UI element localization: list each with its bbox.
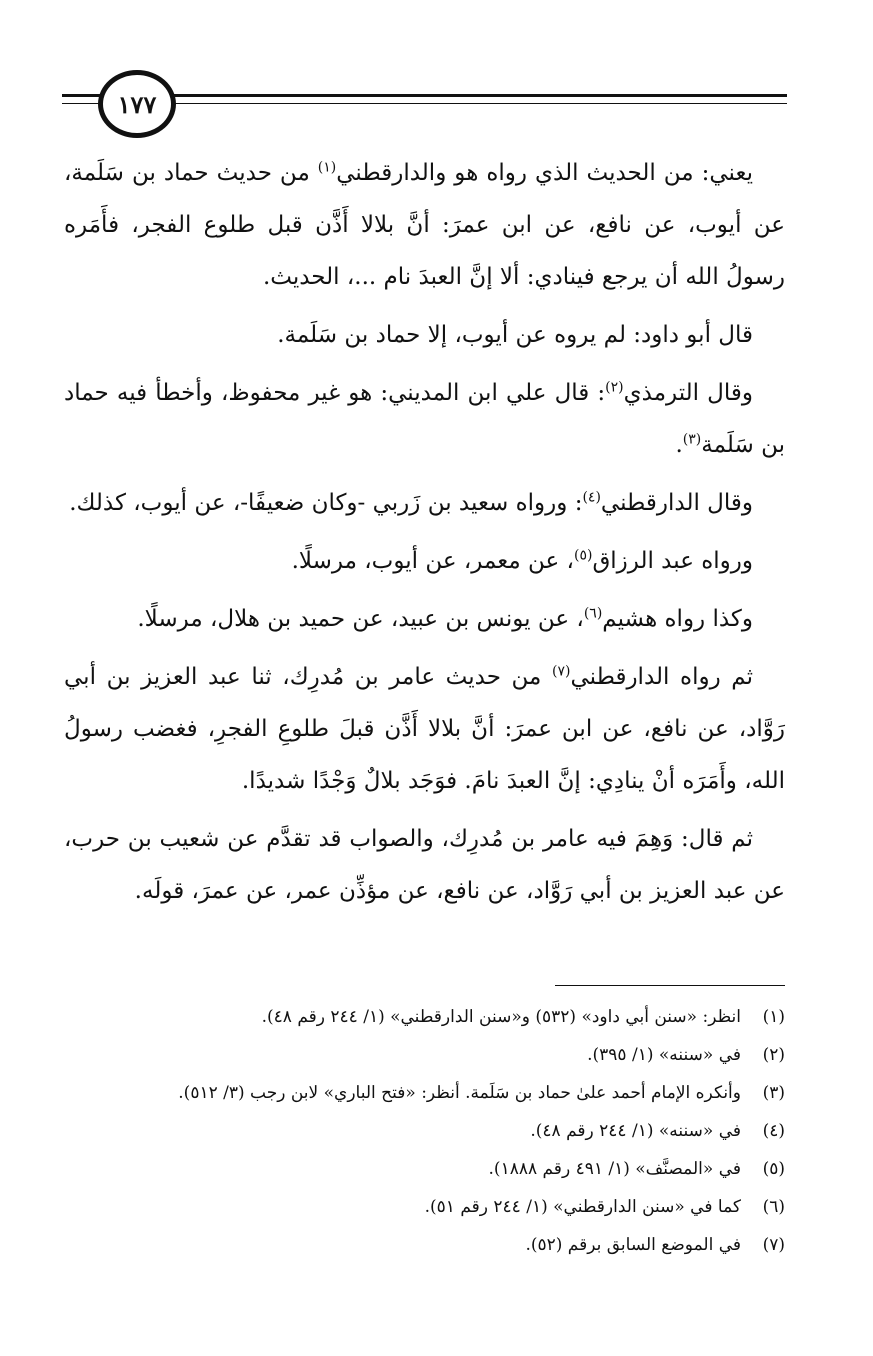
text: . (675, 432, 683, 458)
footnote-ref[interactable]: (٢) (605, 379, 624, 396)
main-text (64, 147, 785, 923)
text: ورواه عبد الرزاق (592, 548, 753, 574)
text: ثم قال: وَهِمَ فيه عامر بن مُدرِك، والصواب قد تقدَّم عن شعيب بن حرب، عن عبد العزيز بن أبي رَوَّاد، عن نافع، عن مؤذِّن عمر، عن عمرَ، قولَه. (64, 826, 785, 904)
paragraph (64, 147, 785, 303)
text: : قال علي ابن المديني: هو غير محفوظ، وأخطأ فيه حماد بن سَلَمة (64, 380, 785, 458)
text: من حديث عامر بن مُدرِك، ثنا عبد العزيز بن أبي رَوَّاد، عن نافع، عن ابن عمرَ: أنَّ بلالا أَذَّن قبلَ طلوعِ الفجرِ، فغضب رسولُ الله، وأَمَرَه أنْ ينادِي: إنَّ العبدَ نامَ. فوَجَد بلالٌ وَجْدًا شديدًا. (64, 664, 785, 794)
text: وقال الدارقطني (600, 490, 753, 516)
footnote-ref[interactable]: (٧) (552, 663, 571, 680)
paragraph (64, 813, 785, 917)
text: وقال الترمذي (623, 380, 754, 406)
footnote-ref[interactable]: (١) (317, 159, 337, 176)
footnote-item (64, 1112, 785, 1150)
footnote-text: في «سننه» (١/ ٢٤٤ رقم ٤٨). (530, 1121, 741, 1141)
footnote-item (64, 998, 785, 1036)
footnote-number: (٧) (762, 1235, 785, 1255)
footnote-number: (٣) (762, 1083, 785, 1103)
paragraph (64, 535, 785, 587)
footnote-text: انظر: «سنن أبي داود» (٥٣٢) و«سنن الدارقطني» (١/ ٢٤٤ رقم ٤٨). (261, 1007, 741, 1027)
footnote-text: في «سننه» (١/ ٣٩٥). (587, 1045, 741, 1065)
text: وكذا رواه هشيم (602, 606, 753, 632)
footnotes (64, 998, 785, 1264)
footnote-item (64, 1188, 785, 1226)
footnote-text: في «المصنَّف» (١/ ٤٩١ رقم ١٨٨٨). (488, 1159, 741, 1179)
footnote-separator (555, 985, 785, 986)
footnote-item (64, 1074, 785, 1112)
page-number (98, 70, 176, 138)
footnote-item (64, 1150, 785, 1188)
footnote-text: وأنكره الإمام أحمد علىٰ حماد بن سَلَمة. أنظر: «فتح الباري» لابن رجب (٣/ ٥١٢). (178, 1083, 741, 1103)
page-number-text: ١٧٧ (117, 89, 157, 119)
footnote-ref[interactable]: (٤) (582, 489, 601, 506)
paragraph (64, 593, 785, 645)
footnote-ref[interactable]: (٣) (682, 431, 702, 448)
footnote-item (64, 1036, 785, 1074)
footnote-ref[interactable]: (٦) (583, 605, 603, 622)
text: ، عن معمر، عن أيوب، مرسلًا. (291, 548, 574, 574)
text: من حديث حماد بن سَلَمة، عن أيوب، عن نافع، عن ابن عمرَ: أنَّ بلالا أَذَّن قبل طلوع الفجر، فأَمَره رسولُ الله أن يرجع فينادي: ألا إنَّ العبدَ نام ...، الحديث. (64, 160, 785, 290)
paragraph (64, 651, 785, 807)
footnote-text: كما في «سنن الدارقطني» (١/ ٢٤٤ رقم ٥١). (424, 1197, 741, 1217)
footnote-number: (٦) (762, 1197, 785, 1217)
paragraph (64, 309, 785, 361)
footnote-number: (٤) (762, 1121, 785, 1141)
text: : ورواه سعيد بن زَربي -وكان ضعيفًا-، عن أيوب، كذلك. (69, 490, 583, 516)
footnote-text: في الموضع السابق برقم (٥٢). (525, 1235, 741, 1255)
footnote-number: (١) (762, 1007, 785, 1027)
footnote-ref[interactable]: (٥) (573, 547, 593, 564)
footnote-number: (٢) (762, 1045, 785, 1065)
footnote-item (64, 1226, 785, 1264)
footnote-number: (٥) (762, 1159, 785, 1179)
text: ثم رواه الدارقطني (570, 664, 753, 690)
paragraph (64, 367, 785, 471)
text: قال أبو داود: لم يروه عن أيوب، إلا حماد بن سَلَمة. (277, 322, 753, 348)
paragraph (64, 477, 785, 529)
text: ، عن يونس بن عبيد، عن حميد بن هلال، مرسلًا. (137, 606, 584, 632)
page-header (0, 60, 873, 140)
text: يعني: من الحديث الذي رواه هو والدارقطني (336, 160, 753, 186)
